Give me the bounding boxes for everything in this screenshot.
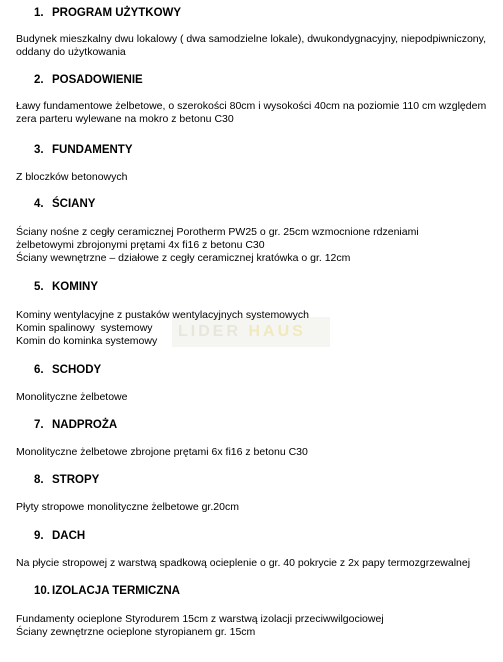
section-title: ŚCIANY <box>52 198 96 210</box>
section-number: 3. <box>34 144 44 156</box>
section-body-program-uzytkowy <box>16 33 494 59</box>
section-body-nadproza <box>16 446 496 459</box>
section-body-posadowienie <box>16 100 488 126</box>
section-number: 5. <box>34 281 44 293</box>
section-number: 7. <box>34 419 44 431</box>
section-heading-program-uzytkowy <box>34 6 181 20</box>
section-text: Kominy wentylacyjne z pustaków wentylacyjnych systemowych <box>16 309 309 321</box>
section-number: 9. <box>34 530 44 542</box>
section-body-dach <box>16 557 496 570</box>
section-heading-sciany <box>34 197 95 211</box>
section-text: Fundamenty ocieplone Styrodurem 15cm z warstwą izolacji przeciwwilgociowej <box>16 613 384 625</box>
section-text: Budynek mieszkalny dwu lokalowy ( dwa samodzielne lokale), dwukondygnacyjny, niepodpiwniczony, oddany do użytkowania <box>16 33 487 58</box>
section-body-sciany <box>16 226 458 265</box>
section-title: DACH <box>52 530 86 542</box>
section-number: 6. <box>34 364 44 376</box>
section-heading-kominy <box>34 280 98 294</box>
section-number: 4. <box>34 198 44 210</box>
section-body-kominy <box>16 309 496 348</box>
section-text: Z bloczków betonowych <box>16 171 128 183</box>
section-body-fundamenty <box>16 171 496 184</box>
section-title: IZOLACJA TERMICZNA <box>52 585 180 597</box>
section-heading-posadowienie <box>34 73 143 87</box>
section-heading-stropy <box>34 473 99 487</box>
section-heading-fundamenty <box>34 143 133 157</box>
section-body-stropy <box>16 501 496 514</box>
section-text: Ściany wewnętrzne – działowe z cegły ceramicznej kratówka o gr. 12cm <box>16 252 351 264</box>
section-title: PROGRAM UŻYTKOWY <box>52 7 182 19</box>
section-heading-dach <box>34 529 85 543</box>
section-heading-izolacja-termiczna <box>34 584 180 598</box>
section-text: Płyty stropowe monolityczne żelbetowe gr.20cm <box>16 501 239 513</box>
section-number: 2. <box>34 74 44 86</box>
section-text: Ściany zewnętrzne ocieplone styropianem gr. 15cm <box>16 626 256 638</box>
section-title: SCHODY <box>52 364 102 376</box>
section-text: Monolityczne żelbetowe <box>16 391 128 403</box>
section-number: 8. <box>34 474 44 486</box>
section-text: Komin spalinowy systemowy <box>16 322 153 334</box>
section-text: Komin do kominka systemowy <box>16 335 158 347</box>
section-number: 10. <box>34 585 50 597</box>
section-title: STROPY <box>52 474 100 486</box>
watermark-logo-text: LIDER HAUS <box>178 323 306 340</box>
section-body-schody <box>16 391 496 404</box>
section-body-izolacja-termiczna <box>16 613 496 639</box>
section-title: POSADOWIENIE <box>52 74 143 86</box>
section-heading-nadproza <box>34 418 117 432</box>
section-title: NADPROŻA <box>52 419 118 431</box>
section-text: Ławy fundamentowe żelbetowe, o szerokości 80cm i wysokości 40cm na poziomie 110 cm względem zera parteru wylewane na mokro z betonu C30 <box>16 100 487 125</box>
section-text: Monolityczne żelbetowe zbrojone prętami 6x fi16 z betonu C30 <box>16 446 308 458</box>
section-text: Ściany nośne z cegły ceramicznej Porotherm PW25 o gr. 25cm wzmocnione rdzeniami żelbetowymi zbrojonymi prętami 4x fi16 z betonu C30 <box>16 226 419 251</box>
section-heading-schody <box>34 363 101 377</box>
section-number: 1. <box>34 7 44 19</box>
section-title: FUNDAMENTY <box>52 144 133 156</box>
section-title: KOMINY <box>52 281 98 293</box>
section-text: Na płycie stropowej z warstwą spadkową ocieplenie o gr. 40 pokrycie z 2x papy termozgrzewalnej <box>16 557 471 569</box>
